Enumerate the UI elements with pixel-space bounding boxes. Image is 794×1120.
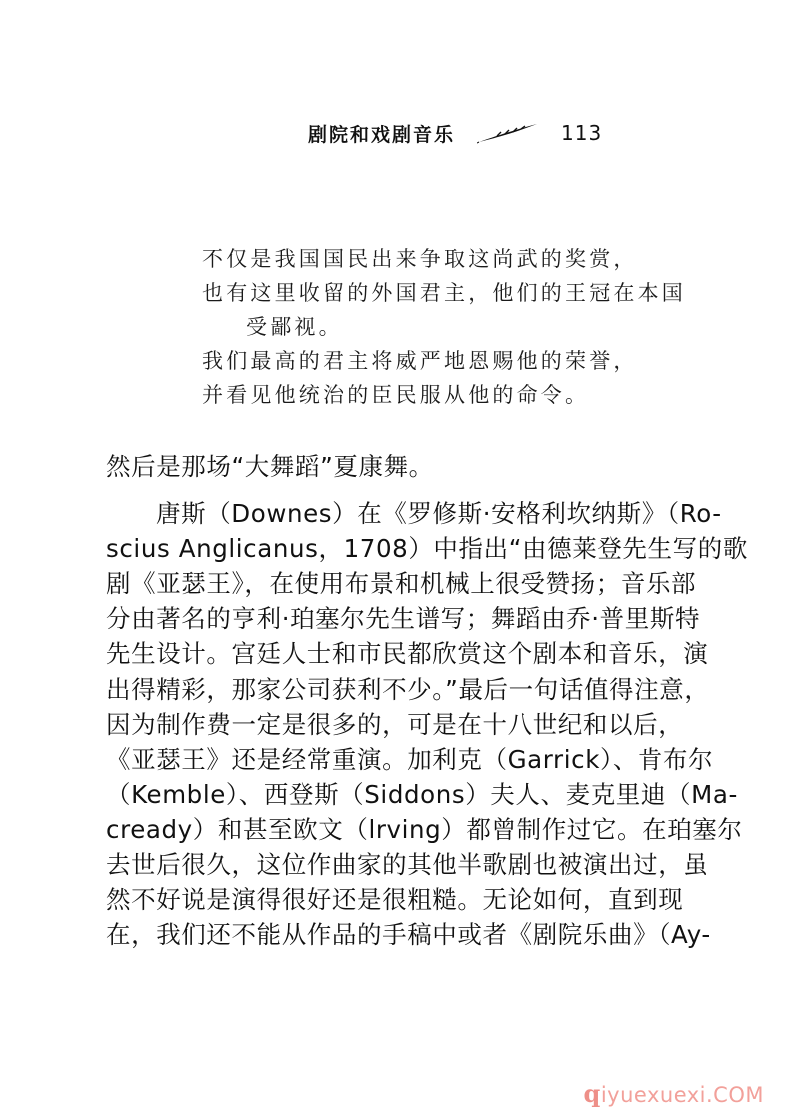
watermark-logo-letter: q: [583, 1079, 601, 1108]
verse-line: 不仅是我国国民出来争取这尚武的奖赏，: [202, 247, 638, 271]
verse-quote: [202, 242, 686, 412]
running-header: [308, 118, 602, 148]
body-line: 然不好说是演得很好还是很粗糙。无论如何，直到现: [106, 885, 684, 915]
running-title: 剧院和戏剧音乐: [308, 123, 456, 146]
body-line: 唐斯（Downes）在《罗修斯·安格利坎纳斯》（Ro-: [156, 499, 722, 529]
page-number: 113: [561, 121, 603, 145]
body-line: 先生设计。宫廷人士和市民都欣赏这个剧本和音乐，演: [106, 639, 709, 669]
body-line: 在，我们还不能从作品的手稿中或者《剧院乐曲》（Ay-: [106, 920, 711, 950]
body-line: 剧《亚瑟王》，在使用布景和机械上很受赞扬；音乐部: [106, 569, 697, 599]
body-line: 然后是那场“大舞蹈”夏康舞。: [106, 452, 434, 481]
body-line: 去世后很久，这位作曲家的其他半歌剧也被演出过，虽: [106, 850, 709, 880]
body-line: （Kemble）、西登斯（Siddons）夫人、麦克里迪（Ma-: [106, 779, 738, 809]
verse-line: 也有这里收留的外国君主，他们的王冠在本国: [202, 281, 686, 305]
body-text: [106, 449, 748, 952]
site-watermark: [584, 1079, 764, 1108]
body-line: 因为制作费一定是很多的，可是在十八世纪和以后，: [106, 709, 684, 739]
body-line: 分由著名的亨利·珀塞尔先生谱写；舞蹈由乔·普里斯特: [106, 604, 701, 634]
watermark-text: iyuexuexi.COM: [600, 1083, 764, 1107]
body-line: cready）和甚至欧文（lrving）都曾制作过它。在珀塞尔: [106, 814, 743, 844]
verse-line: 受鄙视。: [246, 315, 343, 339]
body-line: 《亚瑟王》还是经常重演。加利克（Garrick）、肯布尔: [106, 744, 714, 774]
body-line: scius Anglicanus，1708）中指出“由德莱登先生写的歌: [106, 534, 748, 564]
body-line: 出得精彩，那家公司获利不少。”最后一句话值得注意，: [106, 674, 710, 704]
verse-line: 并看见他统治的臣民服从他的命令。: [202, 383, 590, 407]
quill-pen-icon: [477, 122, 539, 144]
verse-line: 我们最高的君主将威严地恩赐他的荣誉，: [202, 349, 638, 373]
